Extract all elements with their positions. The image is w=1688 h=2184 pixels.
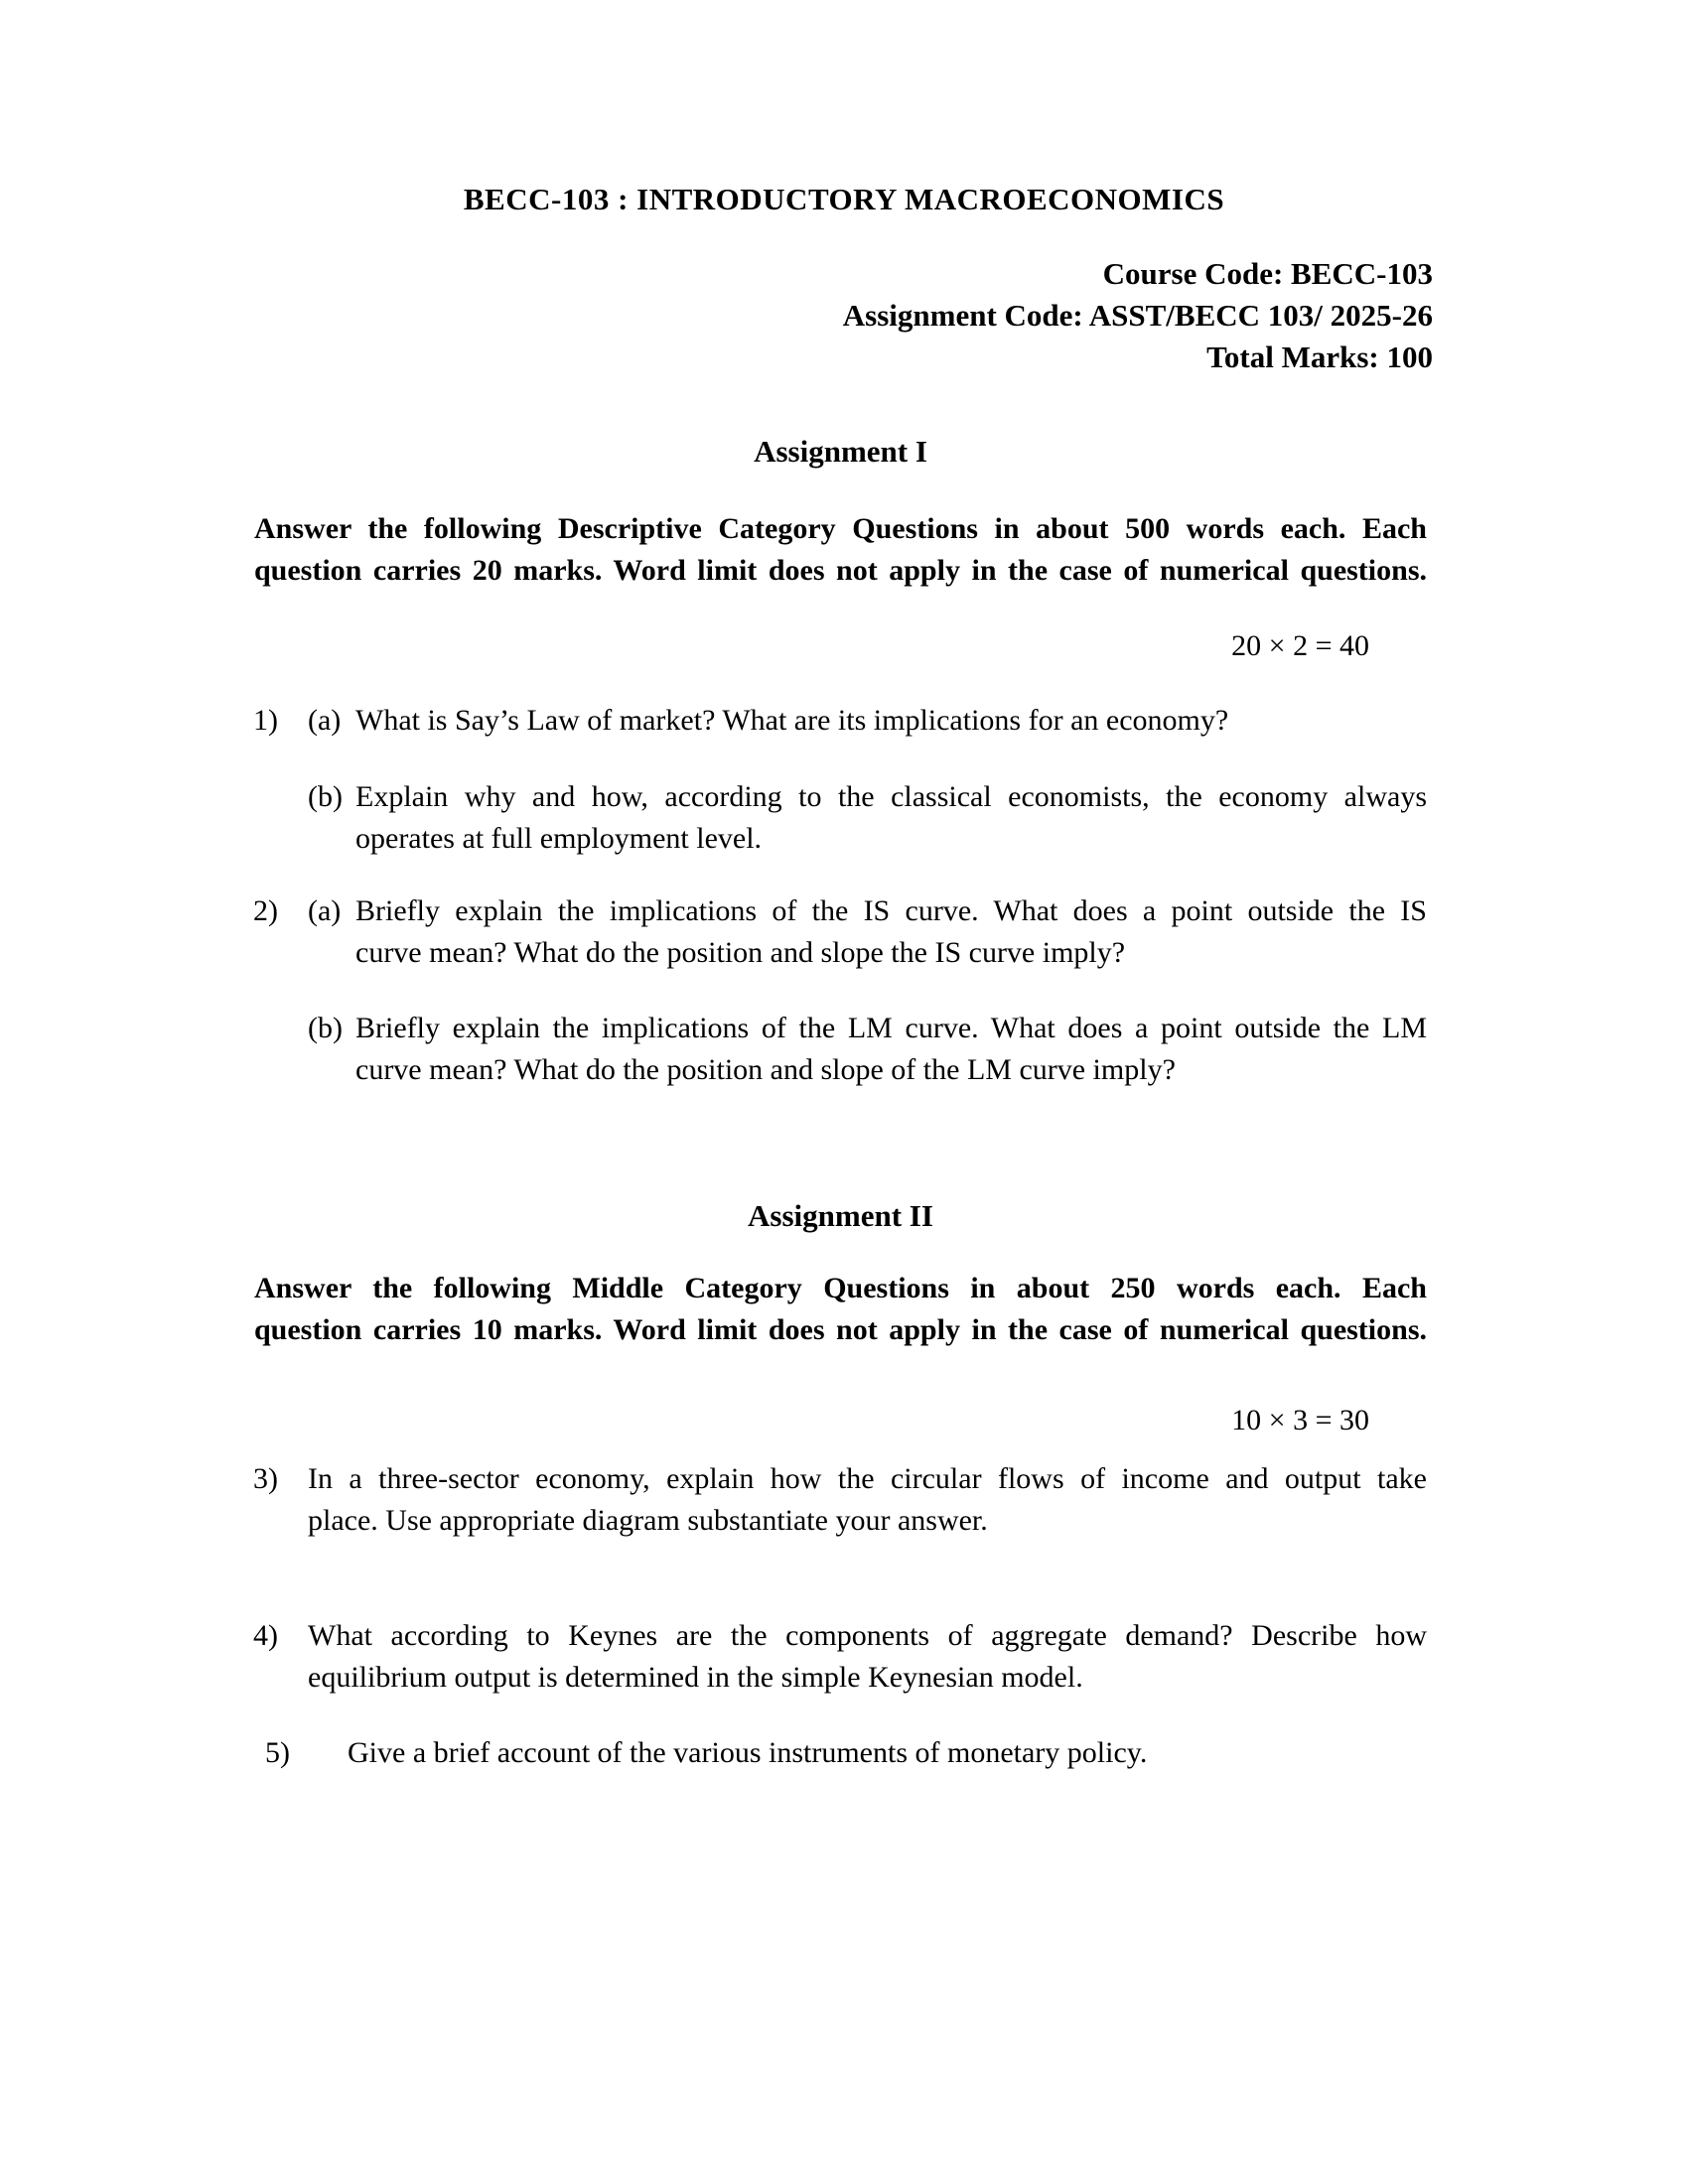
question-2b <box>253 1008 1427 1091</box>
question-number: 3) <box>253 1462 278 1495</box>
question-line: What is Say’s Law of market? What are its implications for an economy? <box>355 704 1229 737</box>
document-title: BECC-103 : INTRODUCTORY MACROECONOMICS <box>463 182 1225 216</box>
instruction-line: question carries 20 marks. Word limit does not apply in the case of numerical questions. <box>254 554 1427 587</box>
question-line: Briefly explain the implications of the IS curve. What does a point outside the IS <box>355 894 1427 927</box>
instructions-assignment-2 <box>254 1268 1427 1351</box>
header-meta-block <box>254 253 1433 378</box>
instruction-line: Answer the following Middle Category Questions in about 250 words each. Each <box>254 1272 1427 1304</box>
question-line: Briefly explain the implications of the LM curve. What does a point outside the LM <box>355 1012 1427 1044</box>
instruction-line: Answer the following Descriptive Category Questions in about 500 words each. Each <box>254 512 1427 545</box>
question-line: Give a brief account of the various instruments of monetary policy. <box>348 1736 1148 1769</box>
question-line: place. Use appropriate diagram substantiate your answer. <box>308 1504 988 1537</box>
question-line: Explain why and how, according to the classical economists, the economy always <box>355 780 1427 813</box>
question-line: In a three-sector economy, explain how the circular flows of income and output take <box>308 1462 1427 1495</box>
total-marks: Total Marks: 100 <box>1206 340 1433 374</box>
question-text <box>308 1615 1427 1699</box>
question-text <box>355 776 1427 860</box>
question-number: 1) <box>253 704 278 737</box>
question-line: operates at full employment level. <box>355 822 763 855</box>
question-line: curve mean? What do the position and slope the IS curve imply? <box>355 936 1126 969</box>
question-1b <box>253 776 1427 860</box>
marks-formula-assignment-2: 10 × 3 = 30 <box>1231 1404 1369 1436</box>
question-line: curve mean? What do the position and slope of the LM curve imply? <box>355 1053 1176 1086</box>
marks-formula-assignment-1: 20 × 2 = 40 <box>1231 629 1369 662</box>
question-part-label: (b) <box>308 780 343 813</box>
question-part-label: (a) <box>308 894 342 927</box>
question-text <box>308 1458 1427 1542</box>
question-text <box>355 890 1427 974</box>
question-text <box>348 1732 1427 1774</box>
course-code: Course Code: BECC-103 <box>1102 256 1433 291</box>
question-4 <box>253 1615 1427 1699</box>
question-number: 5) <box>265 1736 290 1769</box>
question-part-label: (b) <box>308 1012 343 1044</box>
question-part-label: (a) <box>308 704 342 737</box>
section-heading-assignment-1: Assignment I <box>754 434 927 469</box>
question-1a <box>253 700 1427 742</box>
question-number: 4) <box>253 1619 278 1652</box>
question-5 <box>265 1732 1427 1774</box>
question-text <box>355 700 1427 742</box>
question-2a <box>253 890 1427 974</box>
question-line: What according to Keynes are the components of aggregate demand? Describe how <box>308 1619 1427 1652</box>
instruction-line: question carries 10 marks. Word limit does not apply in the case of numerical questions. <box>254 1313 1427 1346</box>
instructions-assignment-1 <box>254 508 1427 592</box>
section-heading-assignment-2: Assignment II <box>748 1198 933 1233</box>
question-3 <box>253 1458 1427 1542</box>
question-number: 2) <box>253 894 278 927</box>
assignment-code: Assignment Code: ASST/BECC 103/ 2025-26 <box>842 298 1433 333</box>
question-text <box>355 1008 1427 1091</box>
question-line: equilibrium output is determined in the simple Keynesian model. <box>308 1661 1083 1694</box>
